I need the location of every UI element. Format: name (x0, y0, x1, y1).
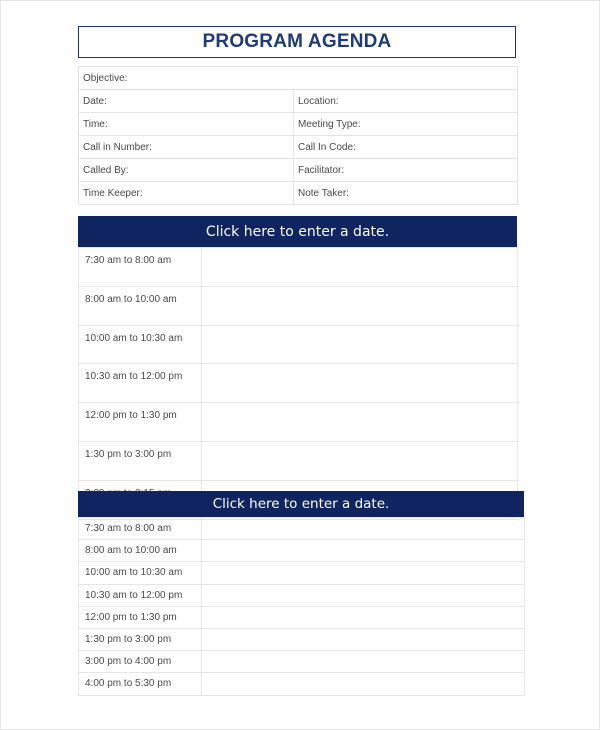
date-picker-section-1[interactable]: Click here to enter a date. (78, 216, 517, 247)
call-in-number-field[interactable]: Call in Number: (79, 136, 294, 159)
facilitator-field[interactable]: Facilitator: (294, 159, 518, 182)
agenda-item-cell[interactable] (202, 364, 518, 403)
table-row (79, 628, 525, 650)
agenda-item-cell[interactable] (202, 540, 525, 562)
agenda-item-cell[interactable] (202, 673, 525, 695)
agenda-item-cell[interactable] (202, 441, 518, 480)
meeting-type-field[interactable]: Meeting Type: (294, 113, 518, 136)
info-row (79, 90, 518, 113)
table-row (79, 403, 518, 442)
table-row (79, 562, 525, 584)
time-slot-label: 1:30 pm to 3:00 pm (79, 628, 202, 650)
table-row (79, 441, 518, 480)
location-field[interactable]: Location: (294, 90, 518, 113)
table-row (79, 248, 518, 287)
table-row (79, 286, 518, 325)
time-slot-label: 8:00 am to 10:00 am (79, 540, 202, 562)
time-slot-label: 12:00 pm to 1:30 pm (79, 606, 202, 628)
table-row (79, 584, 525, 606)
agenda-item-cell[interactable] (202, 325, 518, 364)
agenda-item-cell[interactable] (202, 518, 525, 540)
table-row (79, 364, 518, 403)
agenda-item-cell[interactable] (202, 286, 518, 325)
time-slot-label: 10:30 am to 12:00 pm (79, 364, 202, 403)
table-row (79, 518, 525, 540)
time-slot-label: 10:30 am to 12:00 pm (79, 584, 202, 606)
info-row (79, 182, 518, 205)
agenda-item-cell[interactable] (202, 584, 525, 606)
info-row (79, 136, 518, 159)
agenda-item-cell[interactable] (202, 403, 518, 442)
called-by-field[interactable]: Called By: (79, 159, 294, 182)
time-slot-label: 7:30 am to 8:00 am (79, 248, 202, 287)
info-row (79, 113, 518, 136)
agenda-item-cell[interactable] (202, 628, 525, 650)
page-title: PROGRAM AGENDA (78, 26, 516, 58)
time-slot-label: 3:00 pm to 4:00 pm (79, 651, 202, 673)
agenda-item-cell[interactable] (202, 651, 525, 673)
time-keeper-field[interactable]: Time Keeper: (79, 182, 294, 205)
objective-field[interactable]: Objective: (79, 67, 518, 90)
call-in-code-field[interactable]: Call In Code: (294, 136, 518, 159)
agenda-item-cell[interactable] (202, 562, 525, 584)
agenda-item-cell[interactable] (202, 606, 525, 628)
agenda-table-1 (78, 247, 518, 520)
table-row (79, 673, 525, 695)
table-row (79, 651, 525, 673)
info-row-objective (79, 67, 518, 90)
time-field[interactable]: Time: (79, 113, 294, 136)
note-taker-field[interactable]: Note Taker: (294, 182, 518, 205)
table-row (79, 540, 525, 562)
time-slot-label: 4:00 pm to 5:30 pm (79, 673, 202, 695)
agenda-item-cell[interactable] (202, 248, 518, 287)
time-slot-label: 1:30 pm to 3:00 pm (79, 441, 202, 480)
time-slot-label: 10:00 am to 10:30 am (79, 562, 202, 584)
time-slot-label: 8:00 am to 10:00 am (79, 286, 202, 325)
date-picker-section-2[interactable]: Click here to enter a date. (78, 491, 524, 517)
time-slot-label: 10:00 am to 10:30 am (79, 325, 202, 364)
table-row (79, 606, 525, 628)
date-field[interactable]: Date: (79, 90, 294, 113)
time-slot-label: 12:00 pm to 1:30 pm (79, 403, 202, 442)
info-row (79, 159, 518, 182)
table-row (79, 325, 518, 364)
time-slot-label: 7:30 am to 8:00 am (79, 518, 202, 540)
agenda-table-2 (78, 517, 525, 696)
meeting-info-table (78, 66, 518, 205)
